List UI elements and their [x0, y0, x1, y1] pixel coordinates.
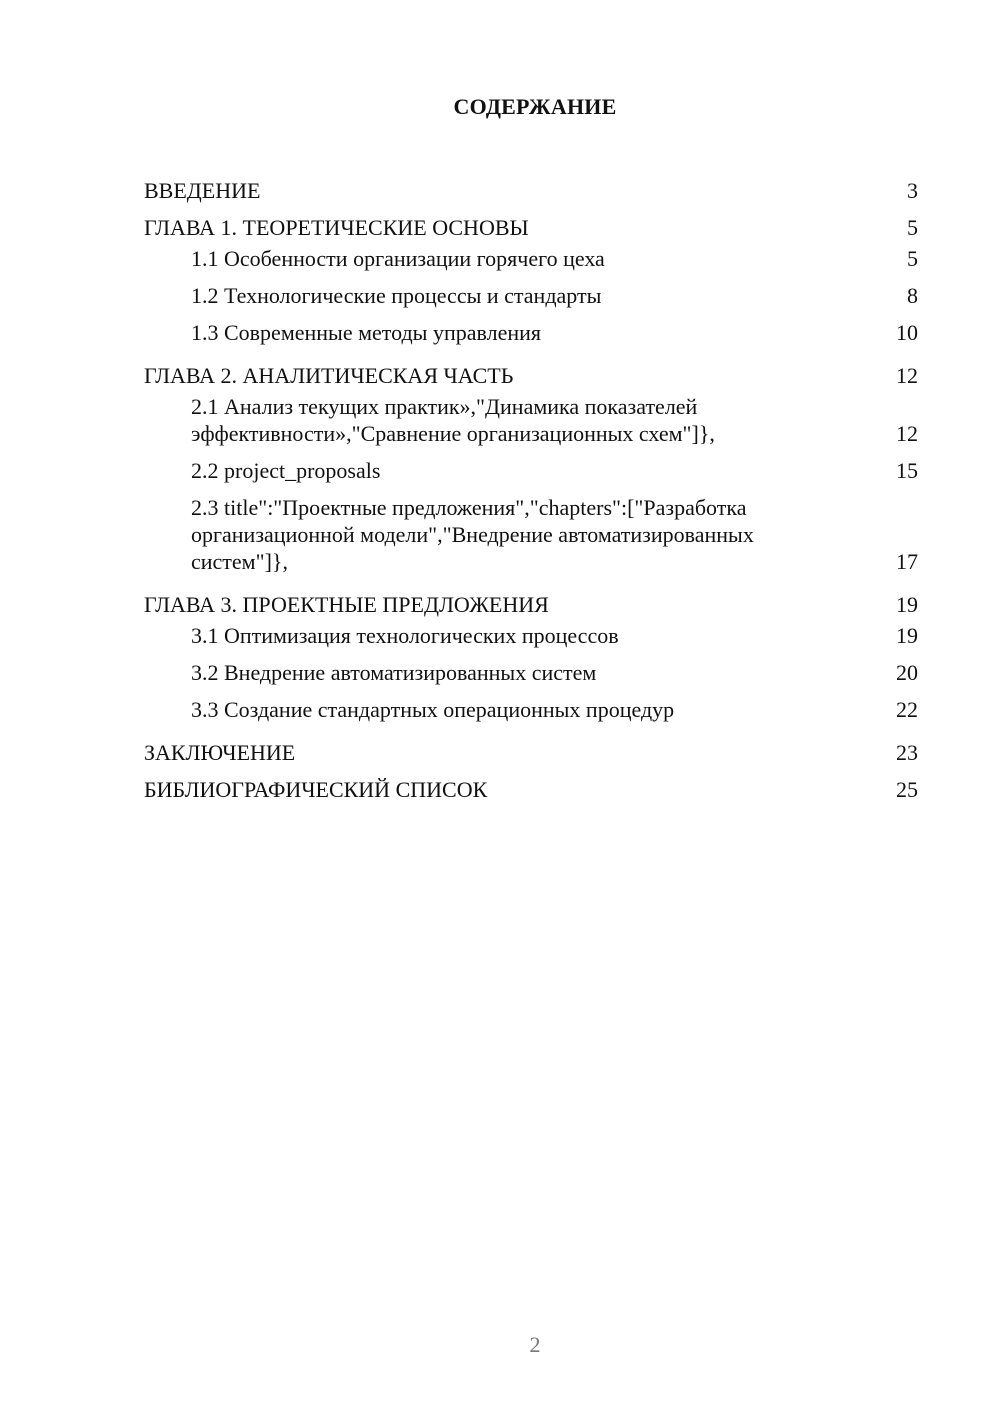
toc-subentry — [144, 453, 918, 490]
page-number: 2 — [529, 1332, 541, 1357]
toc-entry-title: ВВЕДЕНИЕ — [144, 178, 261, 203]
toc-entry-page: 15 — [896, 458, 918, 483]
toc-entry-page: 5 — [907, 246, 918, 271]
toc-entry-title: БИБЛИОГРАФИЧЕСКИЙ СПИСОК — [144, 777, 488, 802]
toc-subentry — [144, 655, 918, 692]
toc-entry-title: 2.2 project_proposals — [191, 458, 381, 483]
toc-entry-page: 8 — [907, 283, 918, 308]
toc-entry-page: 12 — [896, 363, 918, 388]
toc-subentry — [144, 241, 918, 278]
toc-entry-page: 22 — [896, 697, 918, 722]
toc-entry — [144, 352, 918, 389]
toc-entry-page: 5 — [907, 215, 918, 240]
toc-entry-title: 1.1 Особенности организации горячего цеха — [191, 246, 605, 271]
toc-entry-title: 3.3 Создание стандартных операционных процедур — [191, 697, 675, 722]
toc-entry — [144, 204, 918, 241]
toc-entry-page: 12 — [896, 421, 918, 446]
toc-subentry — [144, 315, 918, 352]
toc-entry-title: ЗАКЛЮЧЕНИЕ — [144, 740, 296, 765]
toc-entry — [144, 581, 918, 618]
toc-entry — [144, 766, 918, 803]
table-of-contents — [144, 167, 918, 803]
toc-subentry — [144, 692, 918, 729]
toc-entry-title: ГЛАВА 1. ТЕОРЕТИЧЕСКИЕ ОСНОВЫ — [144, 215, 529, 240]
toc-entry — [144, 729, 918, 766]
toc-entry-title: ГЛАВА 2. АНАЛИТИЧЕСКАЯ ЧАСТЬ — [144, 363, 514, 388]
toc-entry-title: ГЛАВА 3. ПРОЕКТНЫЕ ПРЕДЛОЖЕНИЯ — [144, 592, 549, 617]
toc-entry-page: 25 — [896, 777, 918, 802]
toc-entry-title: 3.2 Внедрение автоматизированных систем — [191, 660, 597, 685]
toc-subentry — [144, 278, 918, 315]
toc-entry-page: 23 — [896, 740, 918, 765]
toc-entry — [144, 167, 918, 204]
toc-entry-page: 3 — [907, 178, 918, 203]
toc-subentry — [144, 618, 918, 655]
toc-entry-title: 2.1 Анализ текущих практик»,"Динамика показателей эффективности»,"Сравнение организационных схем"]}, — [191, 394, 715, 446]
toc-subentry — [144, 490, 918, 581]
toc-entry-page: 17 — [896, 549, 918, 574]
toc-subentry — [144, 389, 918, 453]
toc-entry-page: 20 — [896, 660, 918, 685]
toc-entry-title: 1.3 Современные методы управления — [191, 320, 542, 345]
page-title: СОДЕРЖАНИЕ — [453, 94, 617, 119]
toc-entry-page: 10 — [896, 320, 918, 345]
toc-entry-page: 19 — [896, 623, 918, 648]
toc-entry-title: 2.3 title":"Проектные предложения","chapters":["Разработка организационной модели","Внедрение автоматизированных систем"]}, — [191, 495, 754, 574]
toc-entry-title: 3.1 Оптимизация технологических процессов — [191, 623, 619, 648]
toc-entry-title: 1.2 Технологические процессы и стандарты — [191, 283, 602, 308]
toc-entry-page: 19 — [896, 592, 918, 617]
